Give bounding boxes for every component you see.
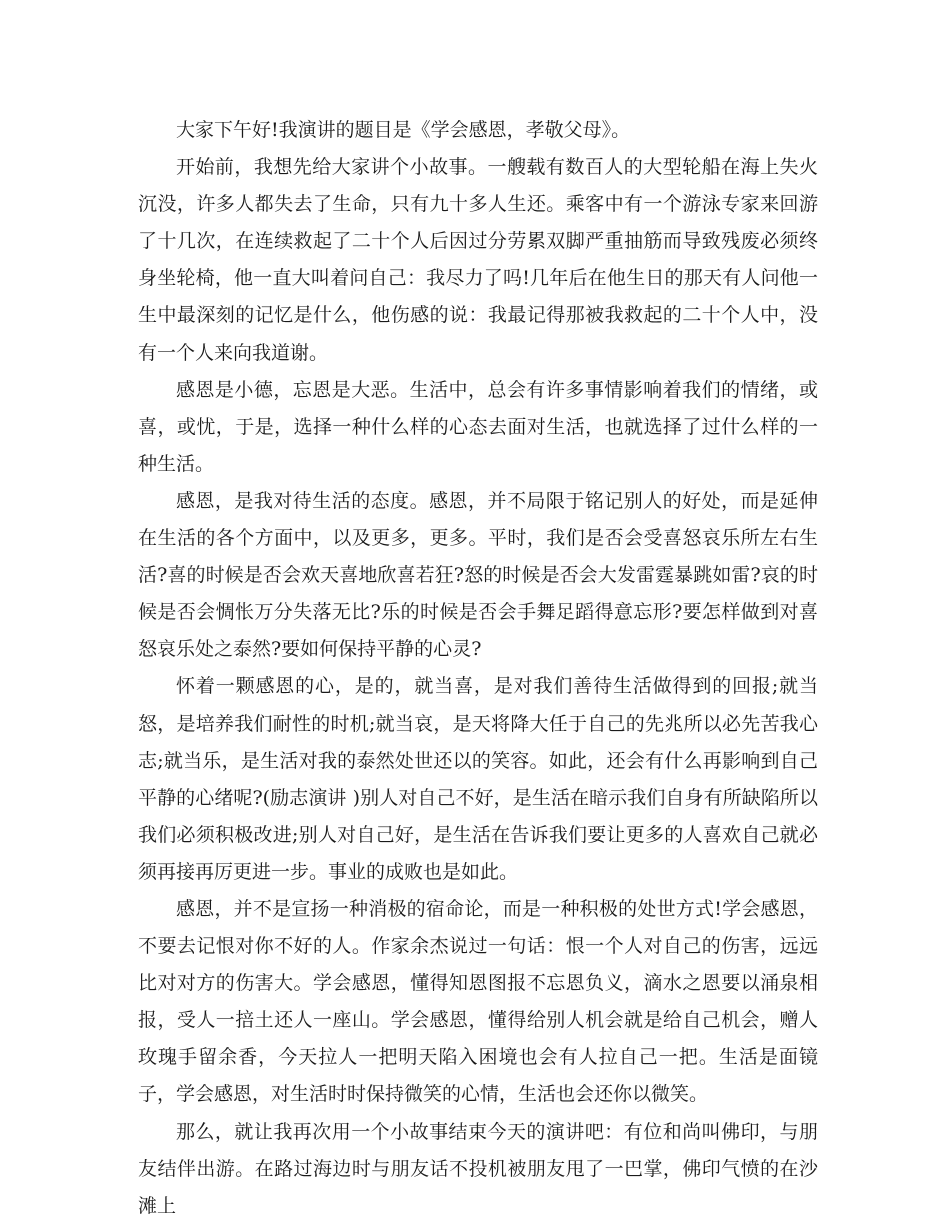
paragraph-gratitude-virtue: 感恩是小德，忘恩是大恶。生活中，总会有许多事情影响着我们的情绪，或喜，或忧，于是，选择一种什么样的心态去面对生活，也就选择了过什么样的一种生活。 (138, 378, 818, 475)
paragraph-story-intro: 开始前，我想先给大家讲个小故事。一艘载有数百人的大型轮船在海上失火沉没，许多人都失去了生命，只有九十多人生还。乘客中有一个游泳专家来回游了十几次，在连续救起了二十个人后因过分劳累双脚严重抽筋而导致残废必须终身坐轮椅，他一直大叫着问自己：我尽力了吗!几年后在他生日的那天有人问他一生中最深刻的记忆是什么，他伤感的说：我最记得那被我救起的二十个人中，没有一个人来向我道谢。 (138, 156, 818, 364)
paragraph-positive-way: 感恩，并不是宣扬一种消极的宿命论，而是一种积极的处世方式!学会感恩，不要去记恨对你不好的人。作家余杰说过一句话：恨一个人对自己的伤害，远远比对对方的伤害大。学会感恩，懂得知恩图报不忘恩负义，滴水之恩要以涌泉相报，受人一掊土还人一座山。学会感恩，懂得给别人机会就是给自己机会，赠人玫瑰手留余香，今天拉人一把明天陷入困境也会有人拉自己一把。生活是面镜子，学会感恩，对生活时时保持微笑的心情，生活也会还你以微笑。 (138, 897, 818, 1106)
paragraph-grateful-heart: 怀着一颗感恩的心，是的，就当喜，是对我们善待生活做得到的回报;就当怒，是培养我们耐性的时机;就当哀，是天将降大任于自己的先兆所以必先苦我心志;就当乐，是生活对我的泰然处世还以的笑容。如此，还会有什么再影响到自己平静的心绪呢?(励志演讲 )别人对自己不好，是生活在暗示我们自身有所缺陷所以我们必须积极改进;别人对自己好，是生活在告诉我们要让更多的人喜欢自己就必须再接再厉更进一步。事业的成败也是如此。 (138, 675, 818, 883)
paragraph-greeting: 大家下午好!我演讲的题目是《学会感恩，孝敬父母》。 (176, 119, 631, 141)
paragraph-closing-story: 那么，就让我再次用一个小故事结束今天的演讲吧：有位和尚叫佛印，与朋友结伴出游。在路过海边时与朋友话不投机被朋友甩了一巴掌，佛印气愤的在沙滩上 (138, 1120, 818, 1217)
paragraph-attitude: 感恩，是我对待生活的态度。感恩，并不局限于铭记别人的好处，而是延伸在生活的各个方面中，以及更多，更多。平时，我们是否会受喜怒哀乐所左右生活?喜的时候是否会欢天喜地欣喜若狂?怒的时候是否会大发雷霆暴跳如雷?哀的时候是否会惆怅万分失落无比?乐的时候是否会手舞足蹈得意忘形?要怎样做到对喜怒哀乐处之泰然?要如何保持平静的心灵? (138, 489, 818, 661)
speech-body (138, 112, 818, 1225)
